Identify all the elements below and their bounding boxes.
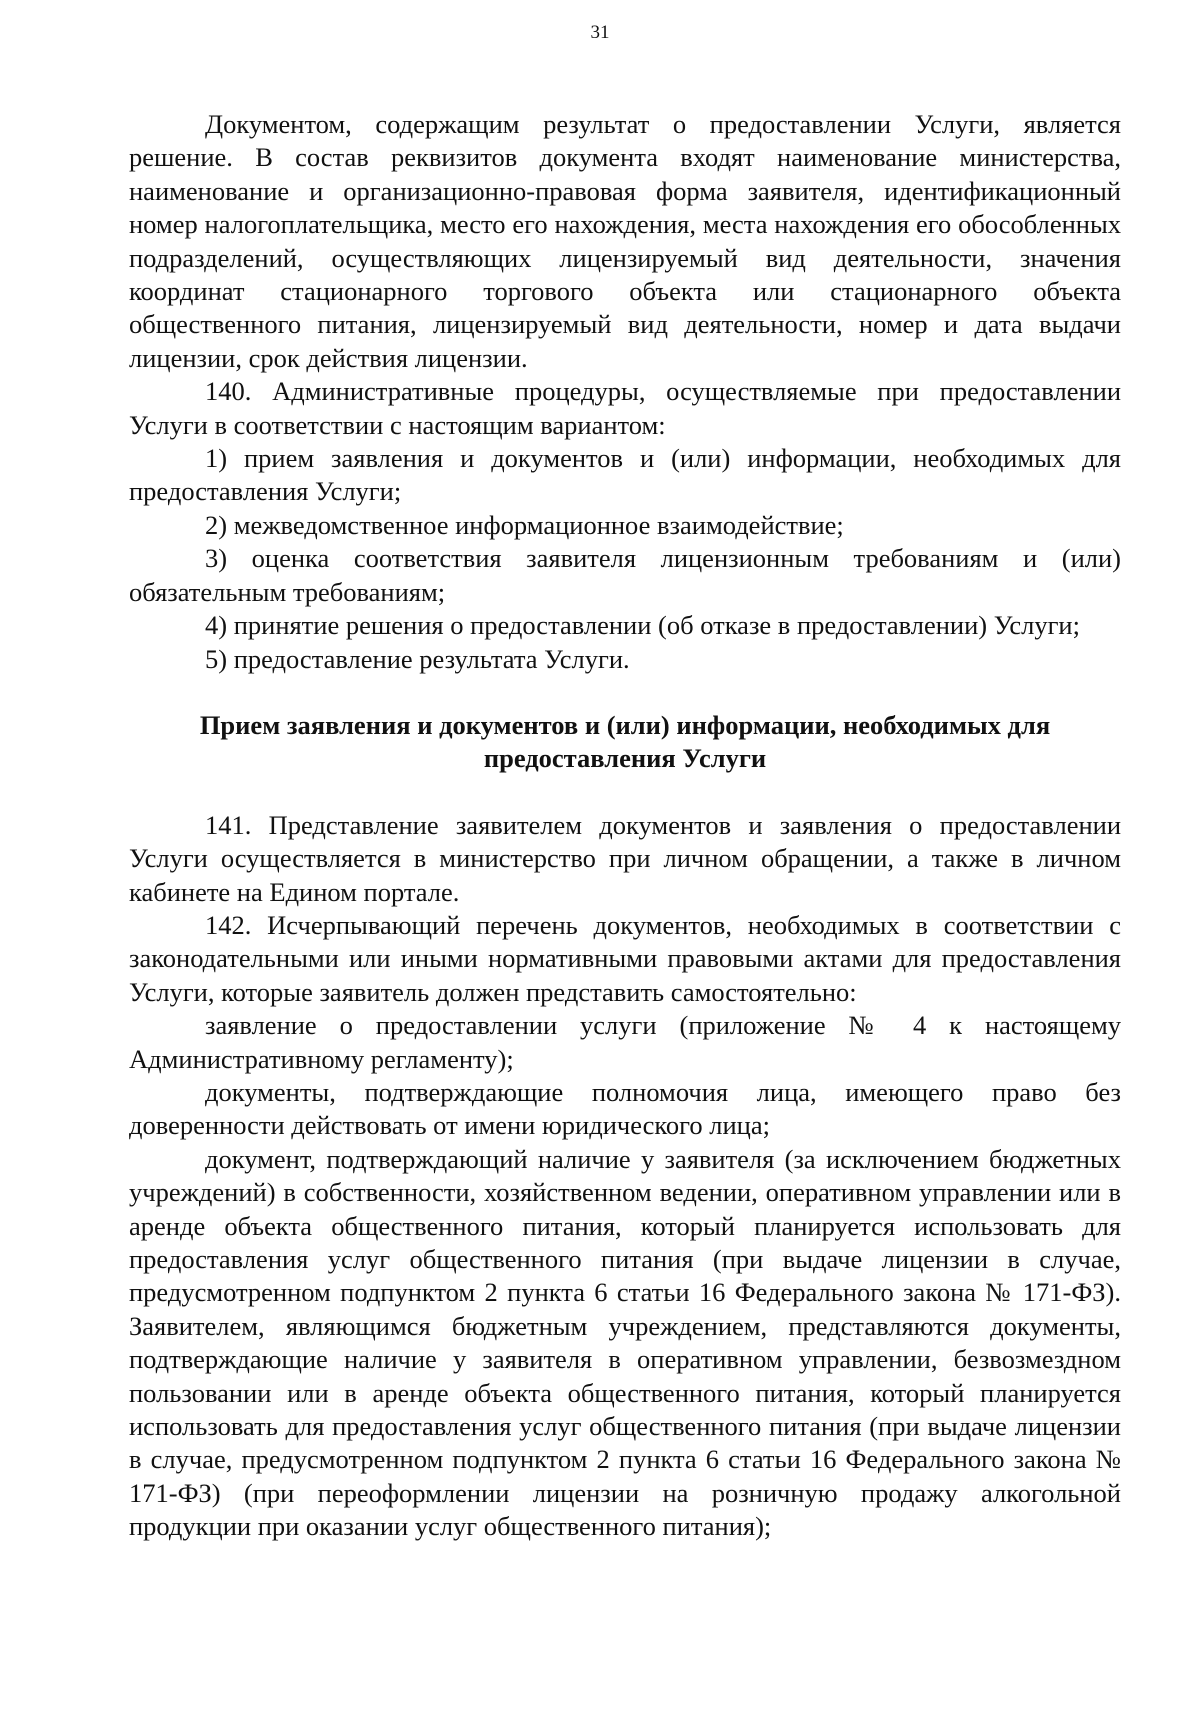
list-item-procedure-5: 5) предоставление результата Услуги. — [205, 643, 630, 674]
document-item-authority: документы, подтверждающие полномочия лица, имеющего право без доверенности действовать от имени юридического лица; — [129, 1076, 1121, 1141]
list-item-procedure-1: 1) прием заявления и документов и (или) информации, необходимых для предоставления Услуги; — [129, 443, 1121, 507]
document-item-premises: документ, подтверждающий наличие у заявителя (за исключением бюджетных учреждений) в собственности, хозяйственном ведении, оперативном управлении или в аренде объекта общественного питания, который планируется использовать для предоставления услуг общественного питания (при выдаче лицензии в случае, предусмотренном подпунктом 2 пункта 6 статьи 16 Федерального закона № 171-ФЗ). Заявителем, являющимся бюджетным учреждением, представляются документы, подтверждающие наличие у заявителя в оперативном управлении, безвозмездном пользовании или в аренде объекта общественного питания, который планируется использовать для предоставления услуг общественного питания (при выдаче лицензии в случае, предусмотренном подпунктом 2 пункта 6 статьи 16 Федерального закона № 171-ФЗ) (при переоформлении лицензии на розничную продажу алкогольной продукции при оказании услуг общественного питания); — [129, 1143, 1121, 1542]
paragraph-result-description: Документом, содержащим результат о предоставлении Услуги, является решение. В состав реквизитов документа входят наименование министерства, наименование и организационно-правовая форма заявителя, идентификационный номер налогоплательщика, место его нахождения, места нахождения его обособленных подразделений, осуществляющих лицензируемый вид деятельности, значения координат стационарного торгового объекта или стационарного объекта общественного питания, лицензируемый вид деятельности, номер и дата выдачи лицензии, срок действия лицензии. — [129, 109, 1121, 373]
section-heading: Прием заявления и документов и (или) информации, необходимых для предоставления Услуги — [199, 709, 1051, 774]
paragraph-142: 142. Исчерпывающий перечень документов, необходимых в соответствии с законодательными или иными нормативными правовыми актами для предоставления Услуги, которые заявитель должен представить самостоятельно: — [129, 909, 1121, 1007]
list-item-procedure-2: 2) межведомственное информационное взаимодействие; — [205, 509, 844, 540]
document-item-application: заявление о предоставлении услуги (приложение № 4 к настоящему Административному регламенту); — [129, 1010, 1121, 1074]
page-number: 31 — [590, 22, 610, 43]
list-item-procedure-3: 3) оценка соответствия заявителя лицензионным требованиям и (или) обязательным требованиям; — [129, 543, 1121, 607]
document-body — [129, 108, 1121, 1544]
paragraph-140: 140. Административные процедуры, осуществляемые при предоставлении Услуги в соответствии с настоящим вариантом: — [129, 376, 1121, 440]
list-item-procedure-4: 4) принятие решения о предоставлении (об отказе в предоставлении) Услуги; — [205, 610, 1080, 641]
paragraph-141: 141. Представление заявителем документов и заявления о предоставлении Услуги осуществляется в министерство при личном обращении, а также в личном кабинете на Едином портале. — [129, 809, 1121, 907]
